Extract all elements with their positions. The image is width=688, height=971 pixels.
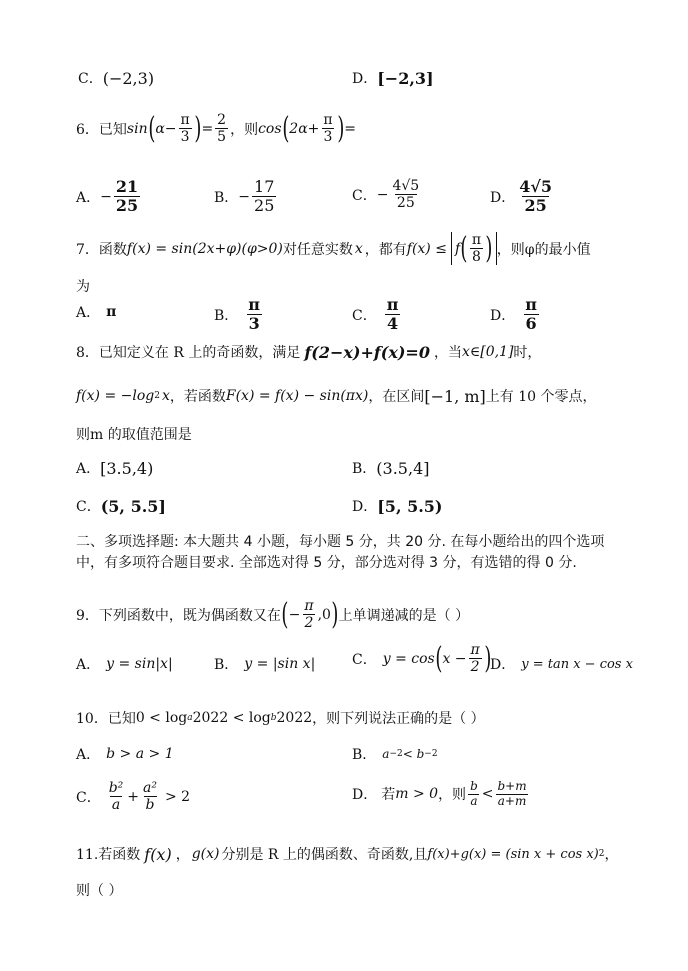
- q9-option-b: [214, 654, 315, 674]
- option-letter: B．: [352, 747, 377, 763]
- question-lead: 9．下列函数中，既为偶函数又在: [76, 607, 281, 624]
- sign: −: [100, 188, 112, 205]
- option-letter: D．: [490, 657, 516, 673]
- q5-option-c: [78, 68, 154, 88]
- option-letter: A．: [76, 657, 101, 673]
- q7-stem-line2: [76, 276, 90, 296]
- stem-text: ，当: [433, 345, 462, 361]
- log-base: b: [270, 713, 277, 723]
- paren: (: [147, 110, 155, 146]
- q7-option-b: [214, 296, 264, 334]
- option-letter: C．: [76, 499, 101, 515]
- stem-text: ，若函数: [169, 389, 226, 405]
- denominator: 25: [115, 196, 139, 216]
- fraction: [468, 780, 480, 809]
- paren: ): [194, 110, 202, 146]
- question-lead: 11.若函数: [76, 847, 141, 863]
- fraction: [390, 178, 421, 211]
- question-lead: 6．已知: [76, 121, 127, 138]
- fraction: [523, 296, 539, 334]
- denominator: 8: [472, 249, 481, 266]
- log-base: 2: [154, 391, 160, 401]
- stem-text: 则m 的取值范围是: [76, 427, 192, 443]
- q10-option-c: [76, 780, 190, 813]
- numerator: π: [471, 232, 482, 248]
- stem-text: ，都有: [364, 241, 407, 258]
- numerator: 4√5: [392, 178, 420, 194]
- q6-option-a: [76, 178, 142, 216]
- comparison: <: [481, 786, 494, 803]
- option-value: y = sin|x|: [106, 656, 173, 672]
- paren: (: [281, 596, 289, 632]
- q8-option-b: [352, 458, 430, 478]
- numerator: 4√5: [519, 177, 553, 196]
- option-letter: C．: [352, 187, 377, 204]
- option-letter: B．: [352, 461, 377, 477]
- q8-option-c: [76, 496, 166, 516]
- fraction: [179, 112, 192, 145]
- q6-option-b: [214, 178, 278, 216]
- paren: (: [460, 230, 468, 266]
- denominator: 2: [470, 659, 480, 676]
- fraction: [517, 178, 554, 216]
- log-expr: f(x) = −log: [76, 388, 155, 404]
- stem-text: ，在区间: [368, 389, 425, 405]
- question-lead: 10．已知: [76, 711, 136, 727]
- numerator: π: [248, 295, 261, 314]
- q11-stem-line2: [76, 880, 122, 900]
- stem-text: ，则: [438, 787, 467, 804]
- fraction: [470, 232, 483, 265]
- stem-text: ，则φ的最小值: [496, 241, 591, 258]
- paren: ): [484, 640, 492, 676]
- q6-option-c: [352, 178, 423, 211]
- stem-text: 若: [381, 787, 396, 804]
- sign: −: [376, 186, 389, 203]
- then-text: ，则: [230, 121, 259, 138]
- option-letter: B．: [214, 307, 239, 324]
- q9-option-a: [76, 654, 173, 674]
- option-value: y = tan x − cos x: [521, 656, 633, 672]
- q8-stem: [76, 342, 541, 362]
- option-letter: D．: [490, 189, 516, 206]
- numerator: π: [470, 642, 480, 658]
- q7-option-c: [352, 296, 402, 334]
- condition-expr: m > 0: [395, 786, 439, 803]
- function-expr: f(x) = sin(2x+φ)(φ>0): [126, 240, 283, 257]
- condition-expr: f(2−x)+f(x)=0: [304, 342, 430, 362]
- q9-option-c: [352, 642, 491, 675]
- numerator: 21: [115, 177, 139, 196]
- denominator: a+m: [497, 793, 527, 808]
- fraction: [215, 112, 228, 145]
- option-letter: D．: [352, 71, 378, 87]
- denominator: 2: [304, 615, 314, 632]
- denominator: 3: [248, 314, 260, 334]
- stem-text: 为: [76, 279, 90, 295]
- q10-option-b: [352, 744, 438, 764]
- denominator: 25: [254, 196, 275, 216]
- exponent: −2: [389, 749, 403, 759]
- two-alpha-plus: 2α+: [289, 120, 320, 137]
- option-letter: A．: [76, 189, 101, 206]
- denominator: 3: [323, 129, 333, 146]
- q7-stem: [76, 232, 591, 265]
- option-letter: C．: [352, 651, 377, 668]
- numerator: π: [386, 295, 399, 314]
- paren: (: [435, 640, 443, 676]
- stem-text: 则（ ）: [76, 883, 123, 899]
- option-letter: A．: [76, 305, 101, 321]
- function-expr: f(x) ≤: [406, 240, 447, 257]
- stem-text: 上有 10 个零点，: [485, 389, 597, 405]
- fraction: [141, 780, 159, 813]
- f-text: f: [454, 240, 461, 257]
- denominator: 25: [396, 195, 415, 212]
- option-value: [−2,3]: [377, 68, 434, 88]
- option-letter: B．: [214, 189, 239, 206]
- q10-option-a: [76, 744, 174, 764]
- fraction: [246, 296, 262, 334]
- paren: (: [281, 110, 289, 146]
- option-value: [5, 5.5): [377, 496, 443, 516]
- plus: +: [127, 788, 140, 805]
- fraction: [469, 642, 482, 675]
- q6-option-d: [490, 178, 556, 216]
- fraction: [252, 178, 276, 216]
- numerator: b+m: [497, 779, 527, 793]
- q8-option-a: [76, 458, 153, 478]
- q9-option-d: [490, 654, 633, 674]
- alpha-minus: α−: [155, 120, 177, 137]
- log-expr: 0 < log: [135, 710, 188, 726]
- option-value: y = |sin x|: [244, 656, 316, 672]
- stem-text: ，则下列说法正确的是（ ）: [312, 711, 485, 727]
- denominator: 4: [387, 314, 399, 334]
- fraction: [107, 780, 126, 813]
- equals: =: [201, 120, 214, 137]
- option-letter: B．: [214, 657, 239, 673]
- option-letter: D．: [352, 499, 378, 515]
- section-heading: 二、多项选择题: 本大题共 4 小题，每小题 5 分，共 20 分. 在每小题给出的四个选项中，有多项符合题目要求. 全部选对得 5 分，部分选对得 3 分，有选错的得 0 分.: [76, 534, 605, 571]
- log-base: a: [187, 713, 193, 723]
- q9-stem: 9．下列函数中，既为偶函数又在 ( − $\frac{\pi}{2}$ ,0 ) 上单调递减的是（ ）: [76, 596, 470, 632]
- stem-text: ，: [175, 847, 190, 863]
- option-letter: D．: [352, 787, 378, 804]
- function-expr: f(x): [144, 844, 172, 864]
- q7-option-a: [76, 302, 116, 322]
- comparison: > 2: [165, 788, 191, 805]
- q11-stem: [76, 844, 618, 864]
- denominator: 6: [525, 314, 537, 334]
- fraction: [385, 296, 401, 334]
- q7-option-d: [490, 296, 541, 334]
- paren: ): [331, 596, 339, 632]
- var-x: x: [161, 388, 170, 404]
- option-letter: D．: [490, 307, 516, 324]
- denominator: b: [145, 797, 155, 814]
- paren: ): [336, 110, 344, 146]
- option-value: y = cos: [382, 650, 435, 667]
- numerator: π: [180, 112, 190, 128]
- paren: ): [485, 230, 493, 266]
- numerator: π: [323, 112, 333, 128]
- equation-expr: f(x)+g(x) = (sin x + cos x): [427, 846, 599, 862]
- question-lead: 8．已知定义在 R 上的奇函数，满足: [76, 345, 301, 361]
- cos-text: cos: [258, 120, 282, 137]
- option-letter: A．: [76, 747, 101, 763]
- option-letter: C．: [78, 71, 103, 87]
- fraction: [495, 780, 528, 809]
- x-minus: x −: [442, 650, 467, 667]
- denominator: 5: [217, 129, 227, 146]
- option-value: a: [382, 747, 390, 761]
- q10-stem: [76, 708, 485, 728]
- log-expr: 2022 < log: [192, 710, 271, 726]
- option-value: (5, 5.5]: [100, 496, 166, 516]
- function-expr: g(x): [191, 846, 220, 862]
- q8-stem-line2: [76, 386, 597, 406]
- exponent: 2: [598, 849, 605, 859]
- log-expr: 2022: [276, 710, 313, 726]
- denominator: 3: [180, 129, 190, 146]
- option-value: b > a > 1: [106, 746, 174, 762]
- fraction: [114, 178, 140, 216]
- function-expr: F(x) = f(x) − sin(πx): [225, 388, 369, 404]
- abs-value: [451, 232, 497, 265]
- option-value: π: [106, 304, 117, 320]
- stem-text: 分别是 R 上的偶函数、奇函数,且: [221, 847, 428, 863]
- sign: −: [238, 188, 251, 205]
- denominator: 25: [524, 196, 547, 216]
- numerator: π: [304, 598, 314, 614]
- fraction: [302, 598, 315, 631]
- var-x: x: [354, 240, 363, 257]
- interval-expr: [−1, m]: [424, 386, 486, 406]
- option-value: (3.5,4]: [376, 458, 430, 478]
- denominator: a: [470, 793, 478, 808]
- question-lead: 7．函数: [76, 241, 127, 258]
- option-value: < b: [402, 747, 425, 761]
- numerator: 2: [217, 112, 227, 128]
- numerator: 17: [254, 177, 275, 196]
- stem-text: 上单调递减的是（ ）: [338, 607, 470, 624]
- fraction: [321, 112, 334, 145]
- numerator: b: [470, 779, 478, 793]
- numerator: π: [525, 295, 537, 314]
- option-value: [3.5,4): [100, 458, 154, 478]
- equals: =: [344, 120, 357, 137]
- q5-option-d: [352, 68, 434, 88]
- q6-stem: [76, 112, 356, 145]
- option-value: (−2,3): [102, 68, 155, 88]
- stem-text: 时，: [513, 345, 542, 361]
- sin-text: sin: [126, 120, 148, 137]
- stem-text: 对任意实数: [282, 241, 353, 258]
- option-letter: C．: [76, 789, 101, 806]
- numerator: b²: [108, 780, 124, 796]
- option-letter: A．: [76, 461, 101, 477]
- q8-stem-line3: [76, 424, 192, 444]
- stem-text: ，: [604, 847, 619, 863]
- q8-option-d: [352, 496, 442, 516]
- denominator: a: [111, 797, 121, 814]
- q10-option-d: [352, 780, 531, 809]
- option-letter: C．: [352, 307, 377, 324]
- range-expr: x∈[0,1]: [461, 344, 514, 360]
- numerator: a²: [143, 780, 157, 796]
- exponent: −2: [424, 749, 438, 759]
